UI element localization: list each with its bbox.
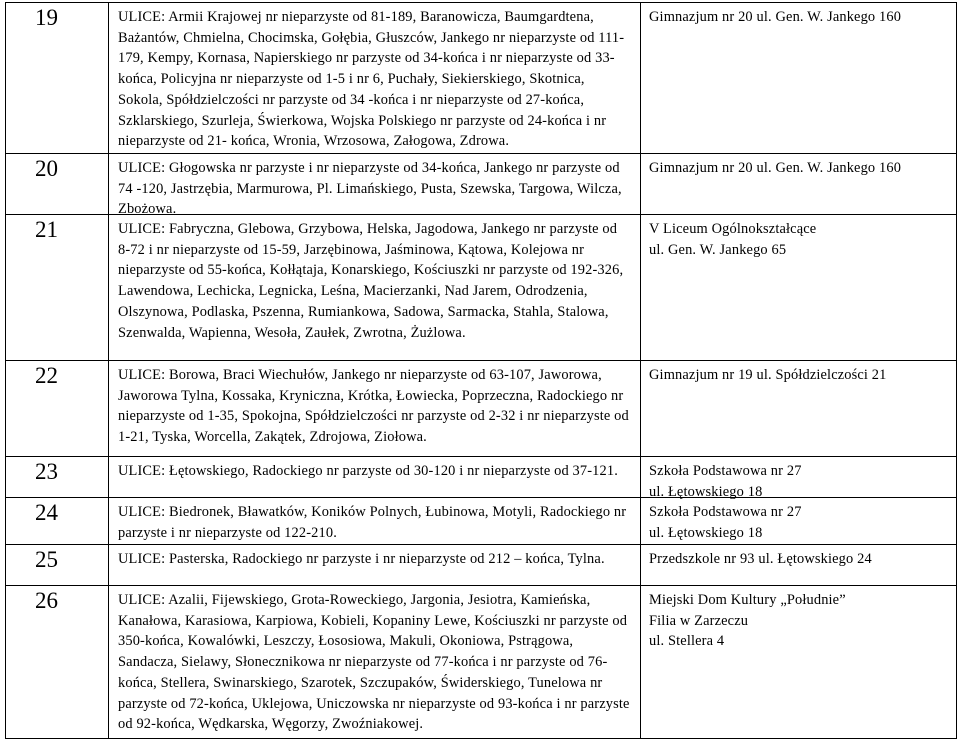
row-number: 25 bbox=[35, 547, 58, 572]
school-line: Gimnazjum nr 19 ul. Spółdzielczości 21 bbox=[649, 367, 887, 383]
school-line: ul. Gen. W. Jankego 65 bbox=[649, 241, 787, 258]
school-address bbox=[649, 158, 949, 179]
street-list: ULICE: Fabryczna, Glebowa, Grzybowa, Helska, Jagodowa, Jankego nr parzyste od 8-72 i nr nieparzyste od 15-59, Jarzębinowa, Jaśminowa, Kątowa, Kolejowa nr nieparzyste od 55-końca, Kołłątaja, Konarskiego, Kościuszki nr parzyste od 192-326, Lawendowa, Lechicka, Legnicka, Leśna, Macierzanki, Nad Jarem, Odrodzenia, Olszynowa, Podlaska, Pszenna, Rumiankowa, Sadowa, Sarmacka, Stahla, Stalowa, Szenwalda, Wapienna, Wesoła, Zaułek, Zwrotna, Żużlowa. bbox=[118, 221, 624, 341]
row-number: 20 bbox=[35, 156, 58, 181]
school-address bbox=[649, 549, 949, 570]
school-address bbox=[649, 365, 949, 386]
school-line: ul. Łętowskiego 18 bbox=[649, 483, 763, 500]
street-list: ULICE: Biedronek, Bławatków, Koników Polnych, Łubinowa, Motyli, Radockiego nr parzyste i nr nieparzyste od 122-210. bbox=[118, 504, 627, 541]
school-address bbox=[649, 502, 949, 543]
street-list: ULICE: Łętowskiego, Radockiego nr parzyste od 30-120 i nr nieparzyste od 37-121. bbox=[118, 463, 618, 479]
row-number: 24 bbox=[35, 500, 58, 525]
street-list: ULICE: Głogowska nr parzyste i nr nieparzyste od 34-końca, Jankego nr parzyste od 74 -120, Jastrzębia, Marmurowa, Pl. Limańskiego, Pusta, Szewska, Targowa, Wilcza, Zbożowa. bbox=[118, 160, 622, 218]
school-line: Szkoła Podstawowa nr 27 bbox=[649, 504, 802, 520]
row-number: 22 bbox=[35, 363, 58, 388]
table-row bbox=[5, 153, 957, 218]
school-address bbox=[649, 590, 949, 652]
row-number: 23 bbox=[35, 459, 58, 484]
table-row bbox=[5, 544, 957, 585]
table-row bbox=[5, 214, 957, 360]
table-row bbox=[5, 2, 957, 153]
school-line: ul. Łętowskiego 18 bbox=[649, 524, 763, 541]
street-list: ULICE: Armii Krajowej nr nieparzyste od 81-189, Baranowicza, Baumgardtena, Bażantów, Chmielna, Chocimska, Gołębia, Głuszców, Jankego nr nieparzyste od 111-179, Kempy, Kornasa, Napierskiego nr parzyste od 34-końca i nr nieparzyste od 33-końca, Policyjna nr nieparzyste od 1-5 i nr 6, Puchały, Siekierskiego, Skotnica, Sokola, Spółdzielczości nr parzyste od 34 -końca i nr nieparzyste od 27-końca, Szklarskiego, Szurleja, Świerkowa, Wojska Polskiego nr parzyste od 24-końca i nr nieparzyste od 21- końca, Wronia, Wrzosowa, Załogowa, Zdrowa. bbox=[118, 9, 625, 150]
school-address bbox=[649, 7, 949, 28]
district-table bbox=[5, 2, 957, 739]
school-line: Szkoła Podstawowa nr 27 bbox=[649, 463, 802, 479]
row-number: 19 bbox=[35, 5, 58, 30]
school-line: Gimnazjum nr 20 ul. Gen. W. Jankego 160 bbox=[649, 160, 902, 176]
table-row bbox=[5, 585, 957, 739]
table-row bbox=[5, 497, 957, 544]
school-line: Filia w Zarzeczu bbox=[649, 612, 749, 629]
school-address bbox=[649, 219, 949, 260]
row-number: 26 bbox=[35, 588, 58, 613]
table-row bbox=[5, 360, 957, 456]
street-list: ULICE: Azalii, Fijewskiego, Grota-Roweckiego, Jargonia, Jesiotra, Kamieńska, Kanałowa, Karasiowa, Karpiowa, Kobieli, Kopaniny Lewe, Kościuszki nr parzyste od 350-końca, Kowalówki, Leszczy, Łososiowa, Makuli, Okoniowa, Pstrągowa, Sandacza, Sielawy, Słonecznikowa nr nieparzyste od 77-końca i nr parzyste od 76-końca, Stellera, Swinarskiego, Szarotek, Szczupaków, Świderskiego, Tunelowa nr parzyste od 72-końca, Uklejowa, Uniczowska nr nieparzyste od 93-końca i nr parzyste od 92-końca, Wędkarska, Węgorzy, Zwoźniakowej. bbox=[118, 592, 630, 733]
table-row bbox=[5, 456, 957, 500]
street-list: ULICE: Borowa, Braci Wiechułów, Jankego nr nieparzyste od 63-107, Jaworowa, Jaworowa Tylna, Kossaka, Kryniczna, Krótka, Łowiecka, Poprzeczna, Radockiego nr nieparzyste od 1-35, Spokojna, Spółdzielczości nr parzyste od 2-32 i nr nieparzyste od 1-21, Tyska, Worcella, Zakątek, Zdrojowa, Ziołowa. bbox=[118, 367, 629, 446]
row-number: 21 bbox=[35, 217, 58, 242]
school-line: Gimnazjum nr 20 ul. Gen. W. Jankego 160 bbox=[649, 9, 902, 25]
school-line: Miejski Dom Kultury „Południe” bbox=[649, 592, 846, 608]
street-list: ULICE: Pasterska, Radockiego nr parzyste i nr nieparzyste od 212 – końca, Tylna. bbox=[118, 551, 605, 567]
school-line: V Liceum Ogólnokształcące bbox=[649, 221, 817, 237]
school-line: Przedszkole nr 93 ul. Łętowskiego 24 bbox=[649, 551, 872, 567]
school-line: ul. Stellera 4 bbox=[649, 633, 725, 650]
